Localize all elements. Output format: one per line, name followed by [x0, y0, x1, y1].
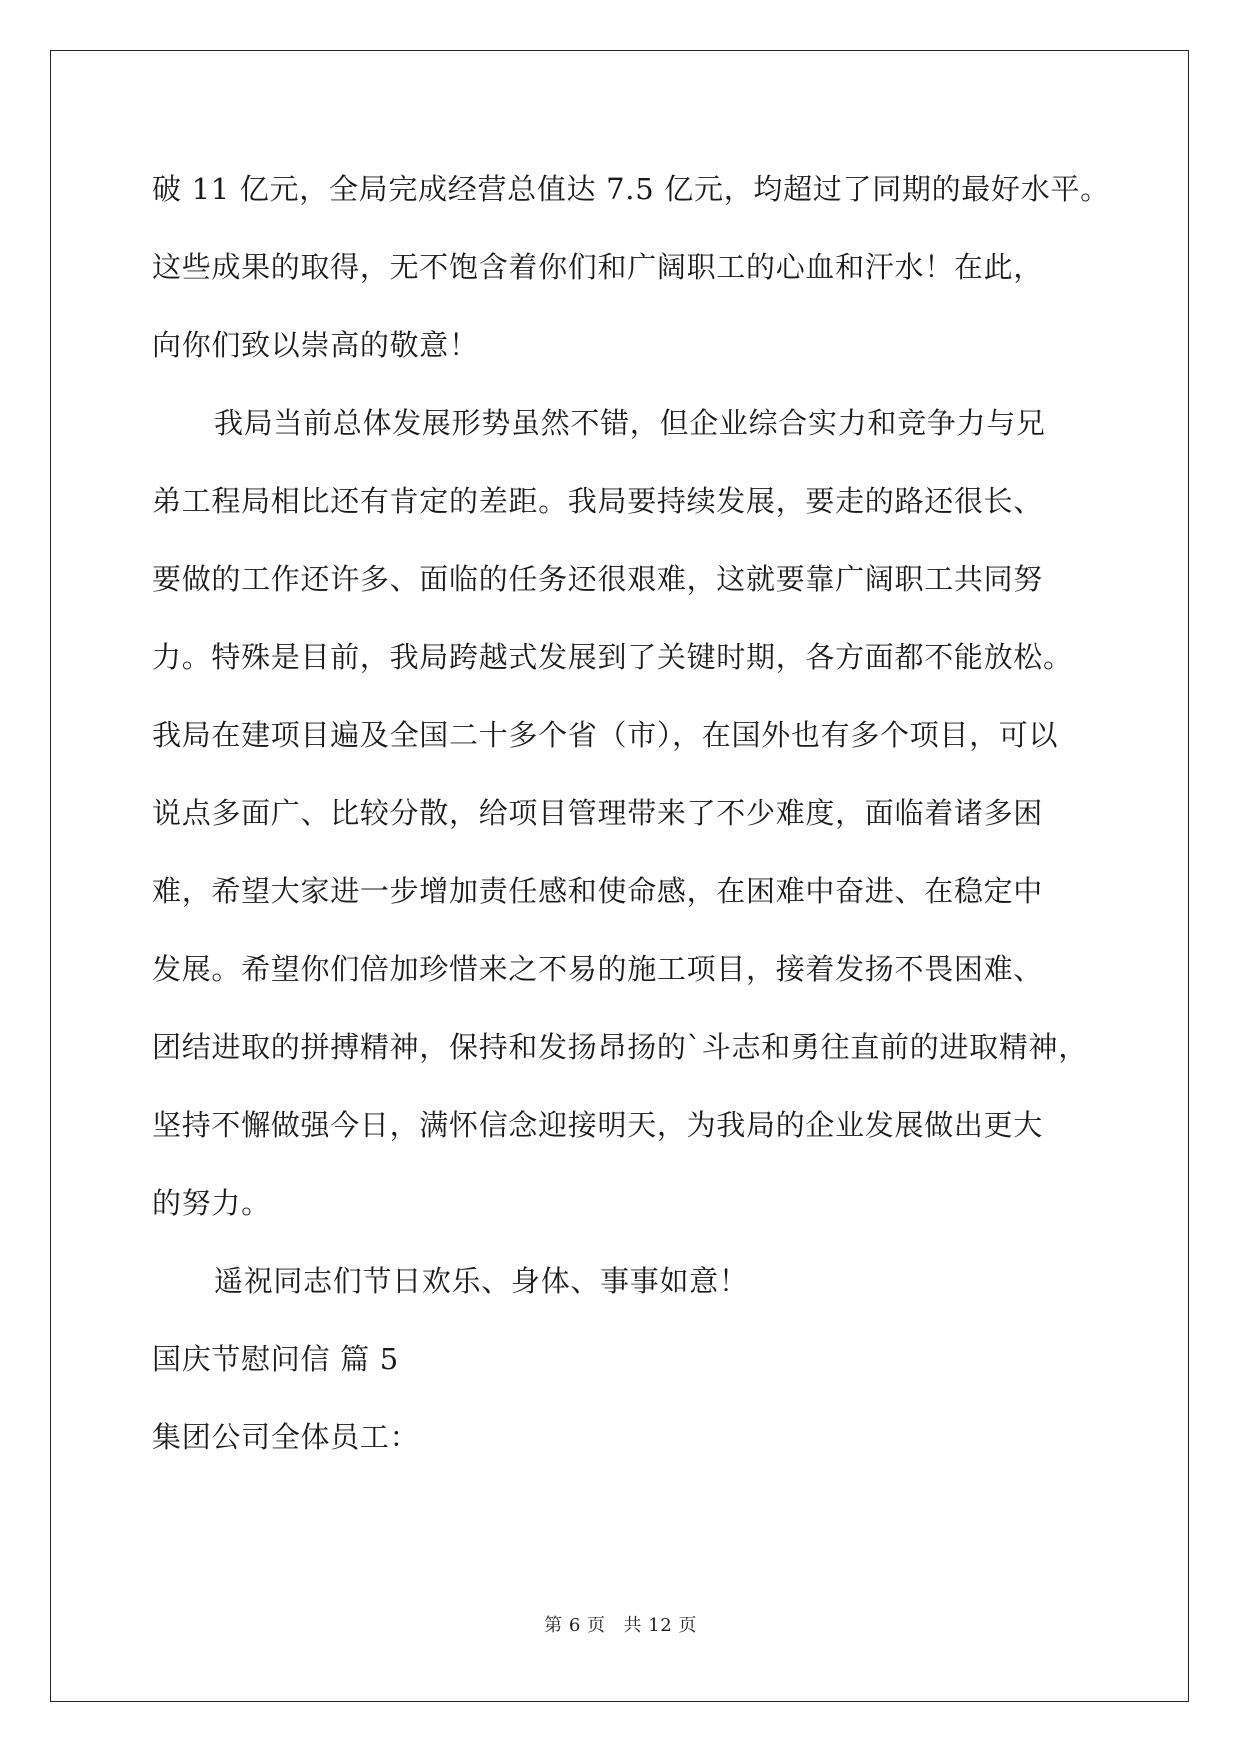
text-line: 向你们致以崇高的敬意！ — [152, 328, 479, 362]
page-number-total: 共 12 页 — [623, 1615, 697, 1636]
text-line: 说点多面广、比较分散，给项目管理带来了不少难度，面临着诸多困 — [152, 796, 1044, 830]
text-line: 要做的工作还许多、面临的任务还很艰难，这就要靠广阔职工共同努 — [152, 562, 1044, 596]
text-line: 我局在建项目遍及全国二十多个省（市），在国外也有多个项目，可以 — [152, 718, 1059, 752]
document-body — [152, 150, 1110, 1476]
text-line: 弟工程局相比还有肯定的差距。我局要持续发展，要走的路还很长、 — [152, 484, 1044, 518]
text-line: 坚持不懈做强今日，满怀信念迎接明天，为我局的企业发展做出更大 — [152, 1108, 1044, 1142]
text-line: 这些成果的取得，无不饱含着你们和广阔职工的心血和汗水！在此， — [152, 250, 1044, 284]
page-number-current: 第 6 页 — [544, 1615, 606, 1636]
text-line: 遥祝同志们节日欢乐、身体、事事如意！ — [214, 1264, 749, 1298]
page-footer — [0, 1611, 1241, 1637]
text-line: 团结进取的拼搏精神，保持和发扬昂扬的`斗志和勇往直前的进取精神， — [152, 1030, 1088, 1064]
salutation: 集团公司全体员工： — [152, 1420, 420, 1454]
text-line: 我局当前总体发展形势虽然不错，但企业综合实力和竞争力与兄 — [214, 406, 1046, 440]
text-line: 力。特殊是目前，我局跨越式发展到了关键时期，各方面都不能放松。 — [152, 640, 1073, 674]
section-heading: 国庆节慰问信 篇 5 — [152, 1342, 399, 1376]
text-line: 破 11 亿元，全局完成经营总值达 7.5 亿元，均超过了同期的最好水平。 — [152, 172, 1110, 206]
text-line: 发展。希望你们倍加珍惜来之不易的施工项目，接着发扬不畏困难、 — [152, 952, 1044, 986]
text-line: 难，希望大家进一步增加责任感和使命感，在困难中奋进、在稳定中 — [152, 874, 1044, 908]
text-line: 的努力。 — [152, 1186, 271, 1220]
